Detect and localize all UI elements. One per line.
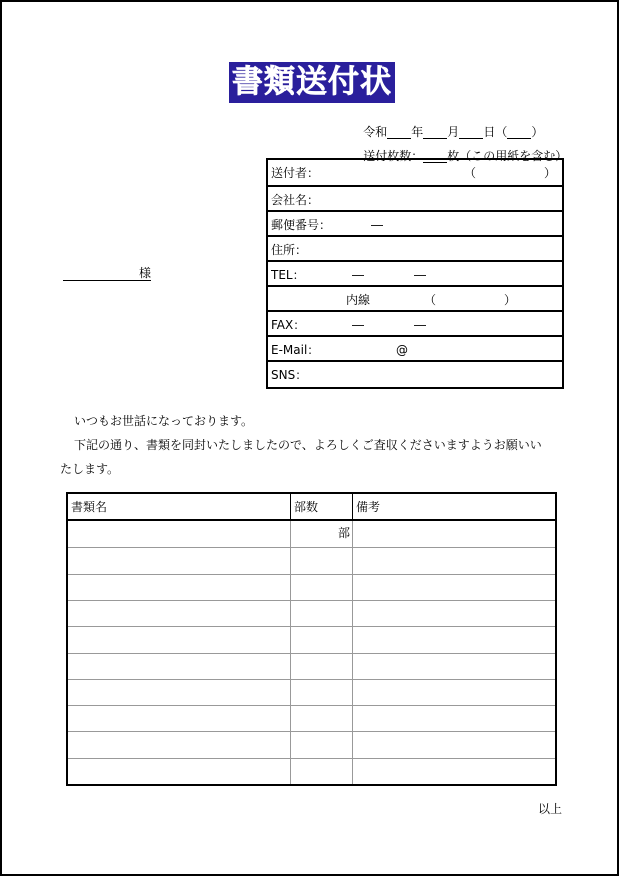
documents-table [66,492,557,786]
table-row[interactable] [68,626,555,652]
month-label: 月 [447,125,460,139]
address-label: 住所： [271,243,308,257]
row-separator [68,574,555,575]
recipient-line[interactable] [63,266,151,281]
postal-row[interactable] [268,210,562,237]
table-row[interactable] [68,705,555,731]
pages-label: 送付枚数： [363,149,424,163]
company-row[interactable] [268,185,562,212]
email-at: @ [396,343,408,357]
row-separator [68,731,555,732]
tel-dash-2: ― [414,268,426,282]
table-row[interactable] [68,758,555,784]
column-header-copies: 部数 [294,500,319,514]
copies-unit: 部 [338,526,351,540]
postal-dash: ― [371,218,383,232]
extension-paren-open: （ [424,293,437,307]
table-row[interactable] [68,574,555,600]
fax-dash-2: ― [414,318,426,332]
company-label: 会社名： [271,193,320,207]
recipient-honorific: 様 [139,266,152,280]
extension-row[interactable] [268,285,562,312]
sender-paren-open: （ [464,166,477,180]
sender-paren-close: ） [544,166,557,180]
sns-label: SNS： [271,368,308,382]
year-label: 年 [411,125,424,139]
row-separator [68,705,555,706]
table-row[interactable] [68,679,555,705]
fax-row[interactable] [268,310,562,337]
row-separator [68,758,555,759]
fax-dash-1: ― [352,318,364,332]
column-header-name: 書類名 [71,500,108,514]
day-label: 日（ [483,125,508,139]
row-separator [68,547,555,548]
email-label: E-Mail： [271,343,320,357]
body-line-1: いつもお世話になっております。 [74,414,254,428]
sender-row[interactable] [268,160,562,185]
sender-label: 送付者： [271,166,320,180]
header-divider-2 [352,494,353,519]
postal-label: 郵便番号： [271,218,332,232]
era-label: 令和 [363,125,388,139]
table-row[interactable] [68,547,555,573]
fax-label: FAX： [271,318,306,332]
row-separator [68,653,555,654]
row-separator [68,626,555,627]
document-title: 書類送付状 [229,62,395,103]
address-row[interactable] [268,235,562,262]
row-separator [68,600,555,601]
header-divider-1 [290,494,291,519]
table-row[interactable] [68,600,555,626]
table-row[interactable] [68,653,555,679]
sns-row[interactable] [268,360,562,387]
table-row[interactable] [68,521,555,547]
sender-info-box [266,158,564,389]
extension-paren-close: ） [504,293,517,307]
tel-row[interactable] [268,260,562,287]
column-header-notes: 備考 [356,500,381,514]
body-line-3: たします。 [60,462,120,476]
date-close: ） [531,125,544,139]
tel-dash-1: ― [352,268,364,282]
body-line-2: 下記の通り、書類を同封いたしましたので、よろしくご査収くださいますようお願いい [74,438,542,452]
extension-label: 内線 [346,293,371,307]
pages-unit: 枚（この用紙を含む） [447,149,568,163]
closing-text: 以上 [538,802,563,816]
email-row[interactable] [268,335,562,362]
row-separator [68,679,555,680]
table-row[interactable] [68,731,555,757]
tel-label: TEL： [271,268,305,282]
table-header [68,494,555,521]
